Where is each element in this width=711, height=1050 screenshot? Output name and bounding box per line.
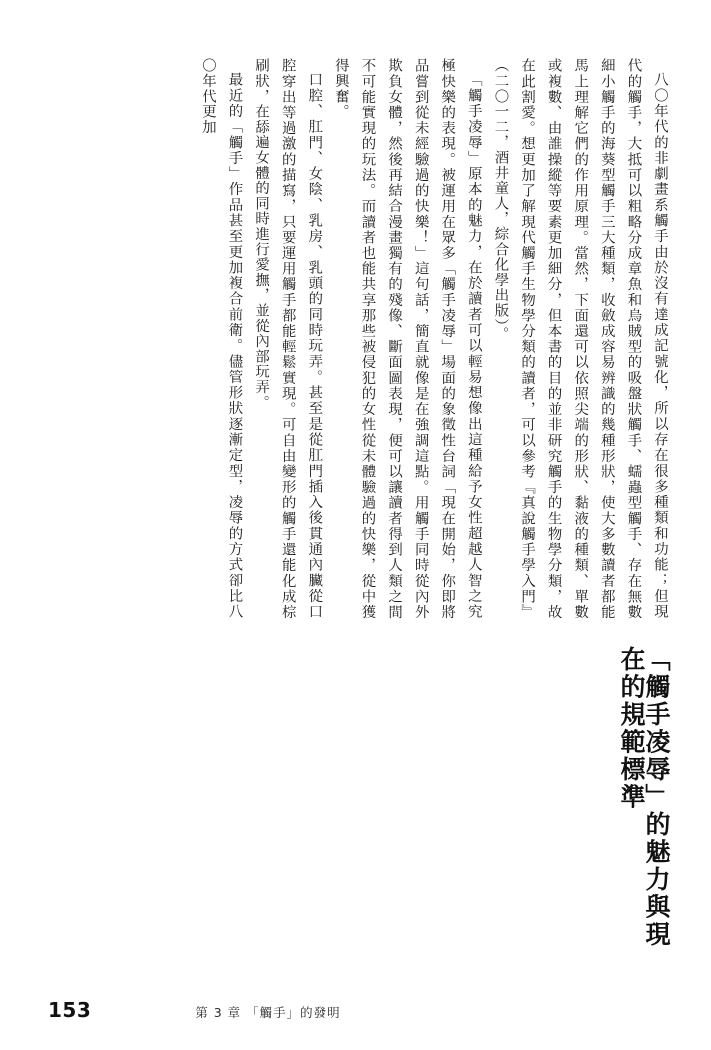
- paragraph: 口腔、肛門、女陰、乳房、乳頭的同時玩弄。甚至是從肛門插入後貫通內臟從口腔穿出等過激的描寫，只要運用觸手都能輕鬆實現。可自由變形的觸手還能化成棕刷狀，在舔遍女體的同時進行愛撫，並從內部玩弄。: [253, 58, 323, 620]
- page-body: [40, 58, 673, 958]
- paragraph: 最近的「觸手」作品甚至更加複合前衛。儘管形狀逐漸定型，凌辱的方式卻比八〇年代更加: [199, 58, 243, 620]
- paragraph: 八〇年代的非劇畫系觸手由於沒有達成記號化，所以存在很多種類和功能；但現代的觸手，大抵可以粗略分成章魚和烏賊型的吸盤狀觸手、蠕蟲型觸手、存在無數細小觸手的海葵型觸手三大種類，收斂成容易辨識的幾種形狀，使大多數讀者都能馬上理解它們的作用原理。當然，下面還可以依照尖端的形狀、黏液的種類、單數或複數、由誰操縱等要素更加細分，但本書的目的並非研究觸手的生物學分類，故在此割愛。想更加了解現代觸手生物學分類的讀者，可以參考『真說觸手學入門』（二〇一二，酒井童人，綜合化學出版）。: [492, 58, 668, 620]
- page-title: 「觸手凌辱」的魅力與現在的規範標準: [617, 645, 671, 949]
- page-number: 153: [48, 998, 92, 1022]
- running-head: 第 3 章 「觸手」的發明: [195, 1005, 341, 1020]
- page-footer: [48, 998, 671, 1028]
- body-text-block: [194, 58, 673, 620]
- paragraph: 「觸手凌辱」原本的魅力，在於讀者可以輕易想像出這種給予女性超越人智之究極快樂的表現。被運用在眾多「觸手凌辱」場面的象徵性台詞「現在開始，你即將品嘗到從未經驗過的快樂！」這句話，簡直就像是在強調這點。用觸手同時從內外欺負女體，然後再結合漫畫獨有的殘像、斷面圖表現，便可以讓讀者得到人類之間不可能實現的玩法。而讀者也能共享那些被侵犯的女性從未體驗過的快樂，從中獲得興奮。: [332, 58, 482, 620]
